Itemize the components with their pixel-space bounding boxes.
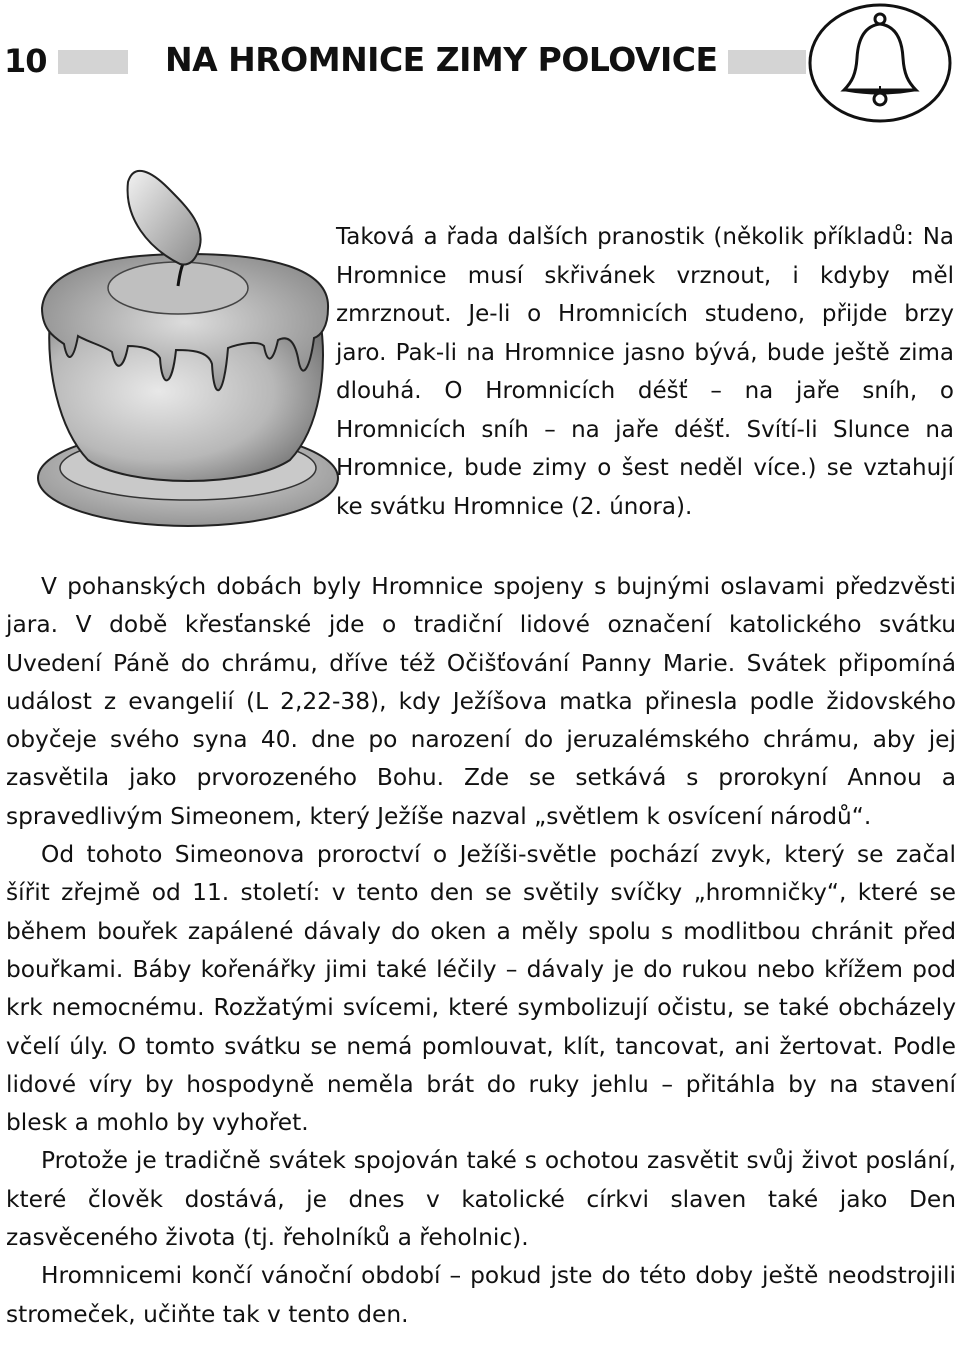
intro-text-block [336, 218, 954, 526]
paragraph: Hromnicemi končí vánoční období – pokud jste do této doby ještě neodstrojili stromeček, učiňte tak v tento den. [6, 1262, 956, 1328]
header-bar-right [728, 50, 806, 74]
page-number: 10 [4, 42, 47, 80]
candle-illustration [28, 168, 348, 538]
header-bar-left [58, 50, 128, 74]
bell-icon [806, 2, 954, 124]
paragraph: V pohanských dobách byly Hromnice spojeny s bujnými oslavami předzvěsti jara. V době křesťanské jde o tradiční lidové označení katolického svátku Uvedení Páně do chrámu, dříve též Očišťování Panny Marie. Svátek připomíná událost z evangelií (L 2,22-38), kdy Ježíšova matka přinesla podle židovského obyčeje svého syna 40. dne po narození do jeruzalémského chrámu, aby jej zasvětila jako prvorozeného Bohu. Zde se setkává s prorokyní Annou a spravedlivým Simeonem, který Ježíše nazval „světlem k osvícení národů“. [6, 573, 956, 830]
paragraph: Od tohoto Simeonova proroctví o Ježíši-světle pochází zvyk, který se začal šířit zřejmě od 11. století: v tento den se světily svíčky „hromničky“, které se během bouřek zapálené dávaly do oken a měly spolu s modlitbou chránit před bouřkami. Báby kořenářky jimi také léčily – dávaly je do rukou nebo křížem pod krk nemocnému. Rozžatými svícemi, které symbolizují očistu, se také obcházely včelí úly. O tomto svátku se nemá pomlouvat, klít, tancovat, ani žertovat. Podle lidové víry by hospodyně neměla brát do ruky jehlu – přitáhla by na stavení blesk a mohlo by vyhořet. [6, 841, 956, 1137]
paragraph: Protože je tradičně svátek spojován také s ochotou zasvětit svůj život poslání, které člověk dostává, je dnes v katolické církvi slaven také jako Den zasvěceného života (tj. řeholníků a řeholnic). [6, 1147, 956, 1252]
intro-paragraph: Taková a řada dalších pranostik (několik příkladů: Na Hromnice musí skřivánek vrznout, i kdyby měl zmrznout. Je-li o Hromnicích studeno, přijde brzy jaro. Pak-li na Hromnice jasno bývá, bude ještě zima dlouhá. O Hromnicích déšť – na jaře sníh, o Hromnicích sníh – na jaře déšť. Svítí-li Slunce na Hromnice, bude zimy o šest neděl více.) se vztahují ke svátku Hromnice (2. února). [336, 224, 954, 520]
chapter-title: NA HROMNICE ZIMY POLOVICE [165, 40, 718, 79]
article-body [6, 568, 956, 1334]
page-header [0, 0, 960, 130]
